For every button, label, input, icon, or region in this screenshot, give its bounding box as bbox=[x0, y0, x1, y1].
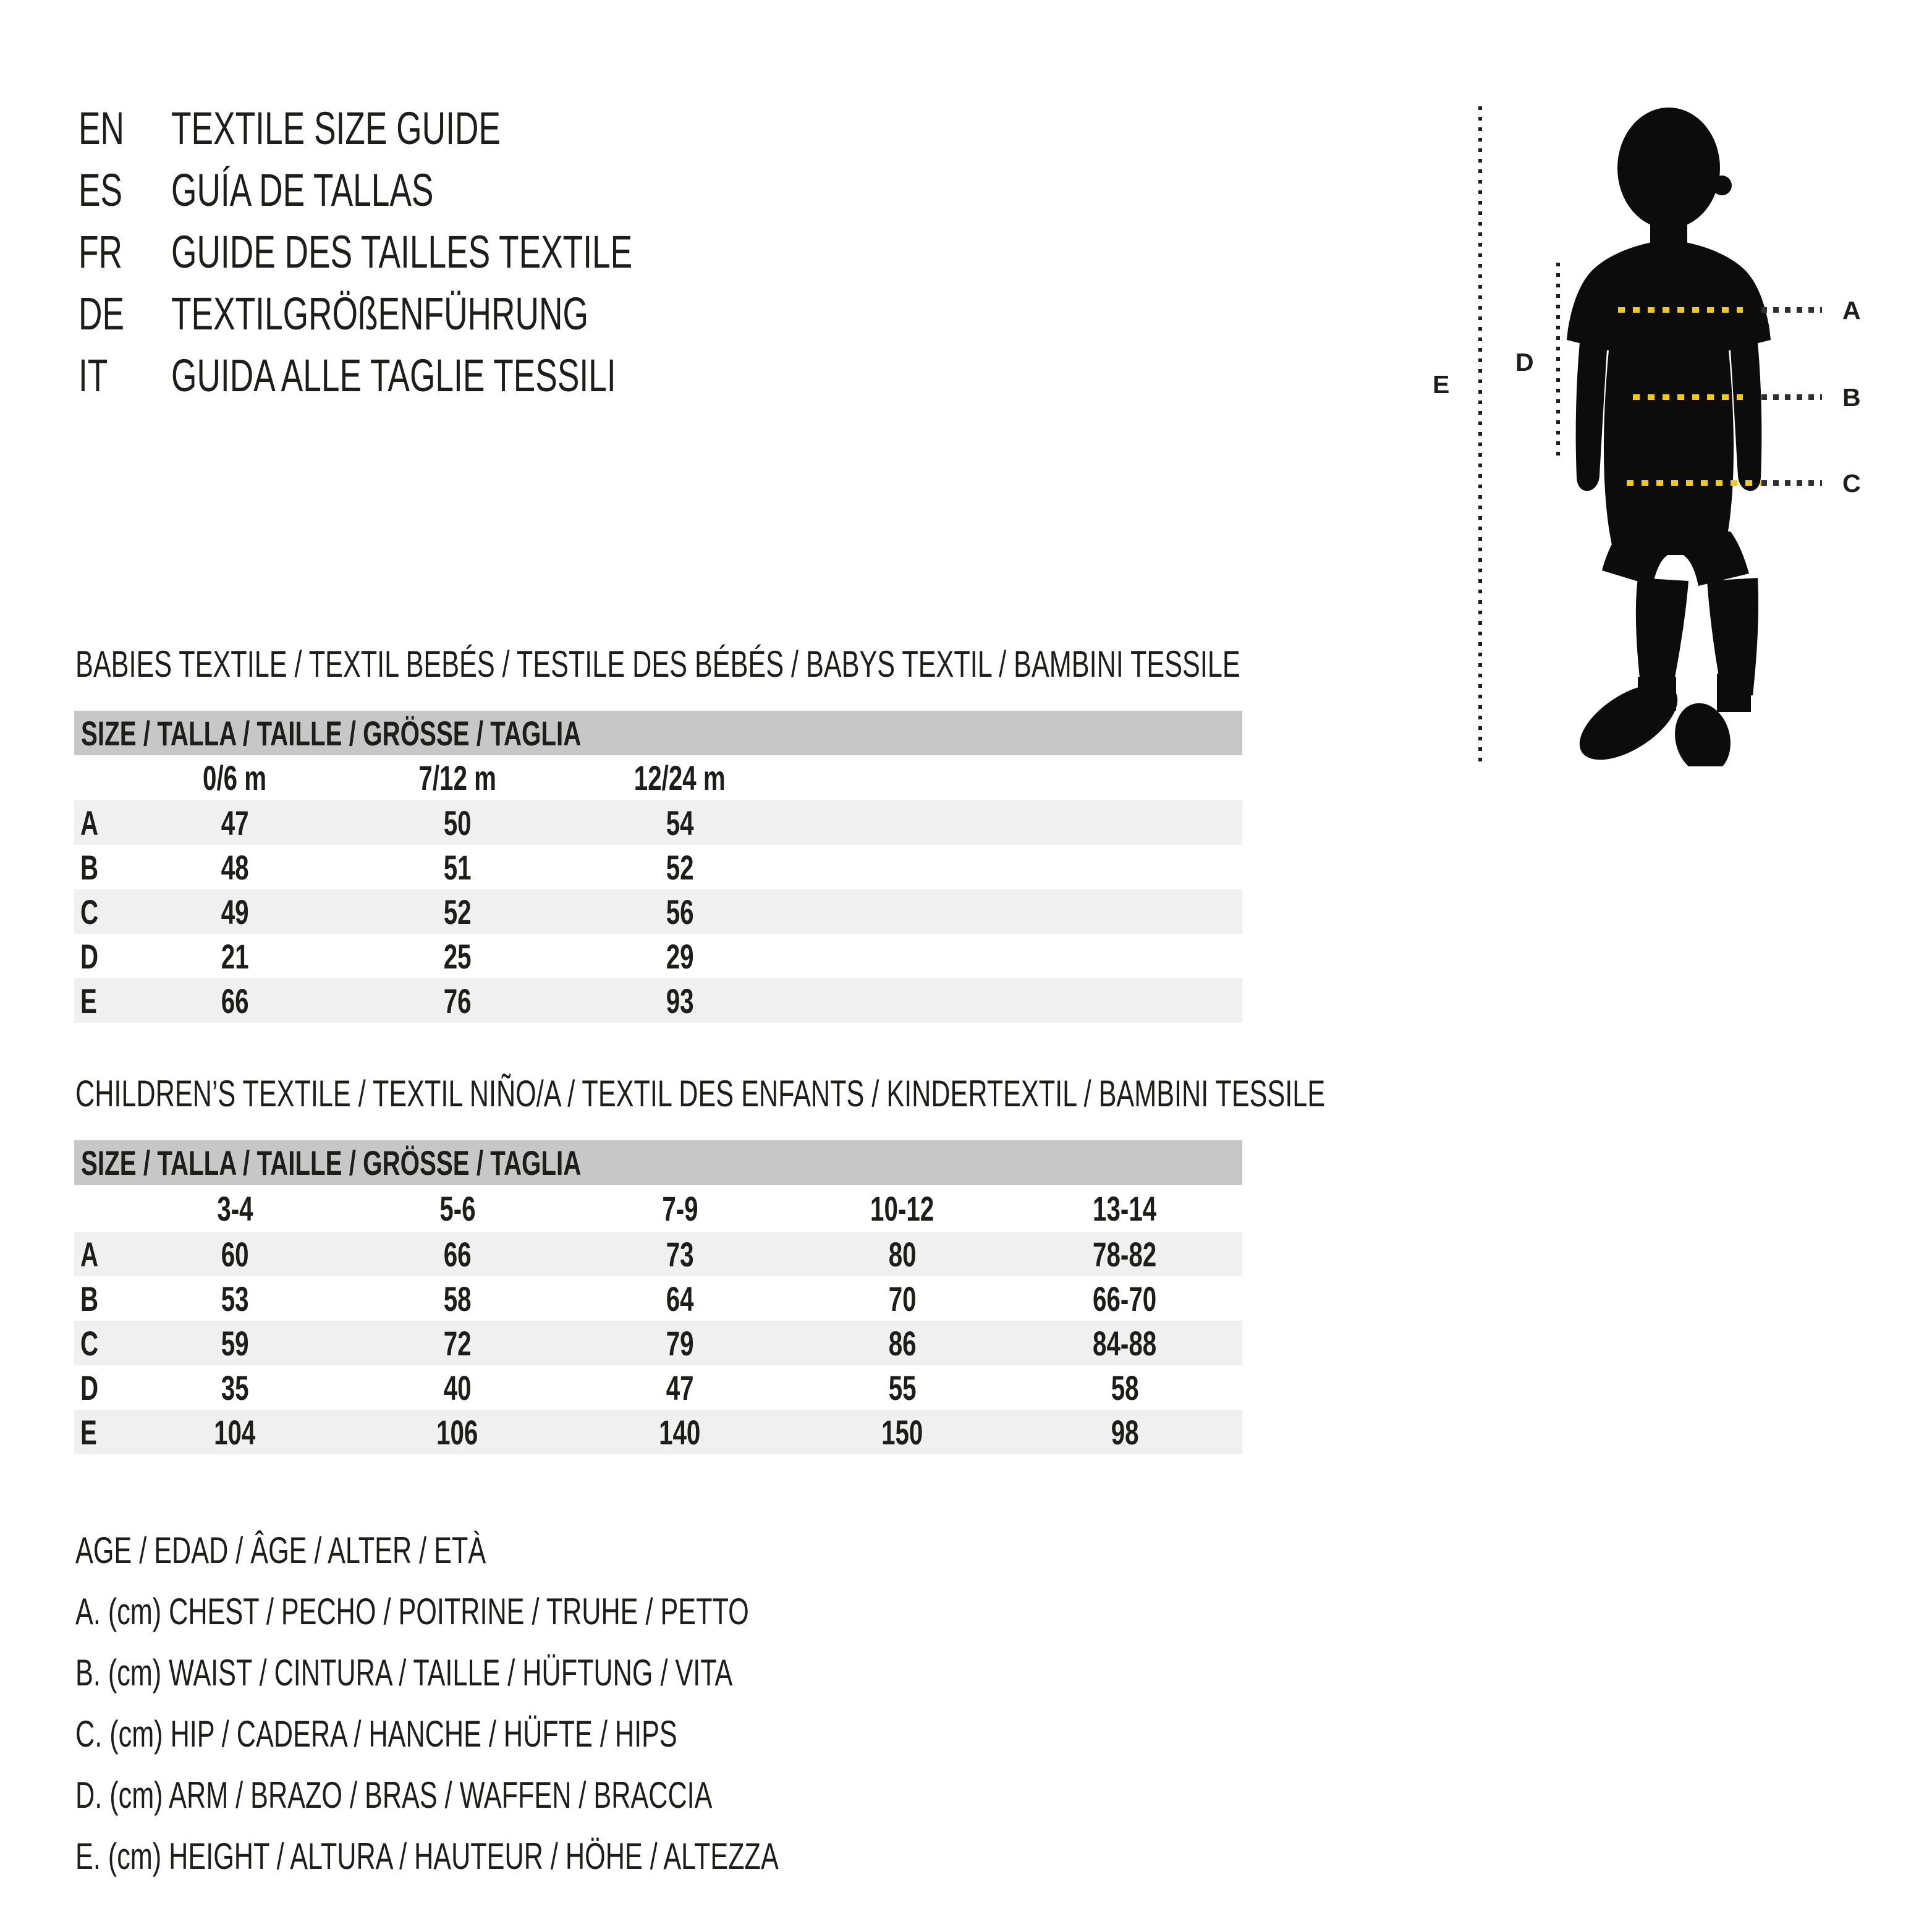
cell-value: 52 bbox=[666, 847, 694, 887]
guide-title-en: TEXTILE SIZE GUIDE bbox=[171, 102, 501, 154]
cell-value: 47 bbox=[666, 1368, 694, 1407]
cell-value: 66 bbox=[221, 981, 249, 1020]
language-row-es bbox=[78, 159, 811, 221]
babies-section-title: BABIES TEXTILE / TEXTIL BEBÉS / TESTILE DES BÉBÉS / BABYS TEXTIL / BAMBINI TESSILE bbox=[75, 643, 1240, 685]
column-header: 13-14 bbox=[1093, 1188, 1157, 1228]
children-column-headers bbox=[74, 1185, 1242, 1232]
cell-value: 80 bbox=[888, 1234, 917, 1274]
children-table-header-bar: SIZE / TALLA / TAILLE / GRÖSSE / TAGLIA bbox=[74, 1140, 1242, 1185]
column-header: 12/24 m bbox=[634, 758, 726, 797]
chest-dash-yellow bbox=[1618, 307, 1743, 313]
babies-column-headers bbox=[74, 755, 1242, 800]
legend-arm: D. (cm) ARM / BRAZO / BRAS / WAFFEN / BRACCIA bbox=[75, 1774, 713, 1816]
language-row-it bbox=[78, 344, 811, 406]
cell-value: 86 bbox=[888, 1323, 917, 1363]
cell-value: 73 bbox=[666, 1234, 694, 1274]
cell-value: 104 bbox=[214, 1412, 256, 1452]
chest-dash-dark bbox=[1761, 307, 1822, 313]
column-header: 5-6 bbox=[439, 1188, 476, 1228]
legend-chest: A. (cm) CHEST / PECHO / POITRINE / TRUHE / PETTO bbox=[75, 1591, 749, 1632]
cell-value: 60 bbox=[221, 1234, 249, 1274]
table-row-e bbox=[74, 978, 1242, 1023]
children-size-table bbox=[74, 1140, 1242, 1454]
cell-value: 51 bbox=[443, 847, 472, 887]
row-label: E bbox=[80, 981, 97, 1020]
cell-value: 58 bbox=[443, 1279, 472, 1318]
row-label: E bbox=[80, 1412, 97, 1452]
table-row-d bbox=[74, 1365, 1242, 1410]
cell-value: 49 bbox=[221, 892, 249, 931]
hip-dash-yellow bbox=[1627, 480, 1766, 486]
row-label: D bbox=[80, 936, 99, 976]
language-row-fr bbox=[78, 221, 811, 282]
cell-value: 79 bbox=[666, 1323, 694, 1363]
table-row-d bbox=[74, 934, 1242, 978]
guide-title-es: GUÍA DE TALLAS bbox=[171, 164, 434, 216]
guide-title-de: TEXTILGRÖßENFÜHRUNG bbox=[171, 287, 588, 339]
cell-value: 35 bbox=[221, 1368, 249, 1407]
cell-value: 93 bbox=[666, 981, 694, 1020]
cell-value: 53 bbox=[221, 1279, 249, 1318]
language-title-list bbox=[78, 97, 811, 406]
guide-title-it: GUIDA ALLE TAGLIE TESSILI bbox=[171, 349, 616, 401]
row-label: A bbox=[80, 1234, 99, 1274]
cell-value: 47 bbox=[221, 803, 249, 842]
cell-value: 21 bbox=[221, 936, 249, 976]
cell-value: 76 bbox=[443, 981, 472, 1020]
cell-value: 55 bbox=[888, 1368, 917, 1407]
row-label: A bbox=[80, 803, 99, 842]
babies-size-table bbox=[74, 711, 1242, 1023]
hip-dash-dark bbox=[1761, 480, 1822, 486]
language-code: ES bbox=[78, 164, 123, 216]
table-row-c bbox=[74, 889, 1242, 934]
language-row-de bbox=[78, 282, 811, 344]
table-row-a bbox=[74, 800, 1242, 845]
babies-table-header-bar: SIZE / TALLA / TAILLE / GRÖSSE / TAGLIA bbox=[74, 711, 1242, 755]
figure-label-d: D bbox=[1515, 348, 1534, 376]
row-label: D bbox=[80, 1368, 99, 1407]
cell-value: 66 bbox=[443, 1234, 472, 1274]
language-code: IT bbox=[78, 349, 108, 401]
cell-value: 59 bbox=[221, 1323, 249, 1363]
figure-label-c: C bbox=[1842, 469, 1861, 498]
language-code: DE bbox=[78, 287, 125, 339]
legend-waist: B. (cm) WAIST / CINTURA / TAILLE / HÜFTUNG / VITA bbox=[75, 1652, 733, 1693]
cell-value: 72 bbox=[443, 1323, 472, 1363]
language-code: FR bbox=[78, 226, 123, 278]
figure-label-b: B bbox=[1842, 383, 1861, 412]
cell-value: 98 bbox=[1111, 1412, 1139, 1452]
table-row-e bbox=[74, 1410, 1242, 1454]
language-row-en bbox=[78, 97, 811, 159]
waist-dash-dark bbox=[1761, 394, 1822, 400]
column-header: 3-4 bbox=[216, 1188, 253, 1228]
column-header: 7-9 bbox=[661, 1188, 698, 1228]
cell-value: 40 bbox=[443, 1368, 472, 1407]
figure-label-a: A bbox=[1842, 296, 1861, 324]
cell-value: 64 bbox=[666, 1279, 694, 1318]
cell-value: 50 bbox=[443, 803, 472, 842]
cell-value: 150 bbox=[881, 1412, 923, 1452]
cell-value: 25 bbox=[443, 936, 472, 976]
cell-value: 106 bbox=[436, 1412, 478, 1452]
cell-value: 84-88 bbox=[1093, 1323, 1157, 1363]
legend-age: AGE / EDAD / ÂGE / ALTER / ETÀ bbox=[75, 1530, 486, 1571]
measurement-legend bbox=[75, 1520, 1052, 1887]
cell-value: 140 bbox=[659, 1412, 701, 1452]
cell-value: 56 bbox=[666, 892, 694, 931]
column-header: 0/6 m bbox=[203, 758, 267, 797]
row-label: B bbox=[80, 1279, 99, 1318]
table-row-b bbox=[74, 1276, 1242, 1321]
figure-label-e: E bbox=[1433, 370, 1450, 399]
cell-value: 78-82 bbox=[1093, 1234, 1157, 1274]
language-code: EN bbox=[78, 102, 125, 154]
column-header: 10-12 bbox=[870, 1188, 934, 1228]
cell-value: 70 bbox=[888, 1279, 917, 1318]
waist-dash-yellow bbox=[1633, 394, 1743, 400]
guide-title-fr: GUIDE DES TAILLES TEXTILE bbox=[171, 226, 633, 278]
column-header: 7/12 m bbox=[418, 758, 496, 797]
cell-value: 52 bbox=[443, 892, 472, 931]
cell-value: 48 bbox=[221, 847, 249, 887]
table-row-a bbox=[74, 1232, 1242, 1276]
children-section-title: CHILDREN’S TEXTILE / TEXTIL NIÑO/A / TEXTIL DES ENFANTS / KINDERTEXTIL / BAMBINI TESSILE bbox=[75, 1073, 1326, 1114]
table-row-c bbox=[74, 1321, 1242, 1365]
legend-height: E. (cm) HEIGHT / ALTURA / HAUTEUR / HÖHE / ALTEZZA bbox=[75, 1836, 779, 1877]
row-label: B bbox=[80, 847, 99, 887]
row-label: C bbox=[80, 892, 99, 931]
cell-value: 29 bbox=[666, 936, 694, 976]
table-row-b bbox=[74, 845, 1242, 889]
cell-value: 66-70 bbox=[1093, 1279, 1157, 1318]
cell-value: 54 bbox=[666, 803, 694, 842]
row-label: C bbox=[80, 1323, 99, 1363]
legend-hip: C. (cm) HIP / CADERA / HANCHE / HÜFTE / HIPS bbox=[75, 1713, 677, 1755]
cell-value: 58 bbox=[1111, 1368, 1139, 1407]
arm-dotted-line-d bbox=[1556, 263, 1560, 455]
